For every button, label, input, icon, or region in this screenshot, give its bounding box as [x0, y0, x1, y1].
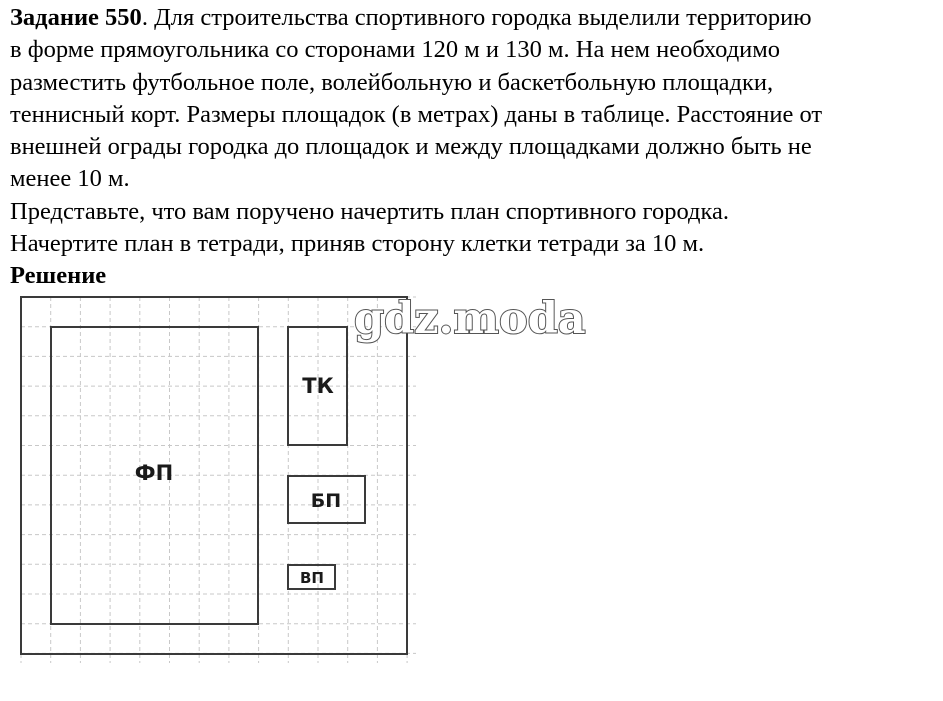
notebook-grid [21, 297, 416, 663]
task-line-7: Представьте, что вам поручено начертить план спортивного городка. [10, 197, 730, 225]
task-number: Задание 550 [10, 4, 142, 31]
task-line-5: внешней ограды городка до площадок и между площадками должно быть не [10, 133, 812, 161]
task-line-4: теннисный корт. Размеры площадок (в метрах) даны в таблице. Расстояние от [10, 100, 823, 128]
basketball-court-label: БП [310, 490, 342, 512]
solution-title: Решение [10, 262, 107, 290]
task-line-6: менее 10 м. [10, 165, 130, 193]
task-line-8: Начертите план в тетради, приняв сторону клетки тетради за 10 м. [10, 230, 705, 258]
volleyball-court-label: ВП [300, 569, 324, 587]
task-line-3: разместить футбольное поле, волейбольную и баскетбольную площадки, [10, 68, 774, 96]
task-line-2: в форме прямоугольника со сторонами 120 м и 130 м. На нем необходимо [10, 36, 781, 64]
tennis-court-label: ТК [302, 374, 334, 398]
watermark: gdz.moda [354, 294, 586, 344]
task-line-1-rest: . Для строительства спортивного городка выделили территорию [141, 4, 812, 31]
football-field-label: ФП [134, 461, 174, 485]
